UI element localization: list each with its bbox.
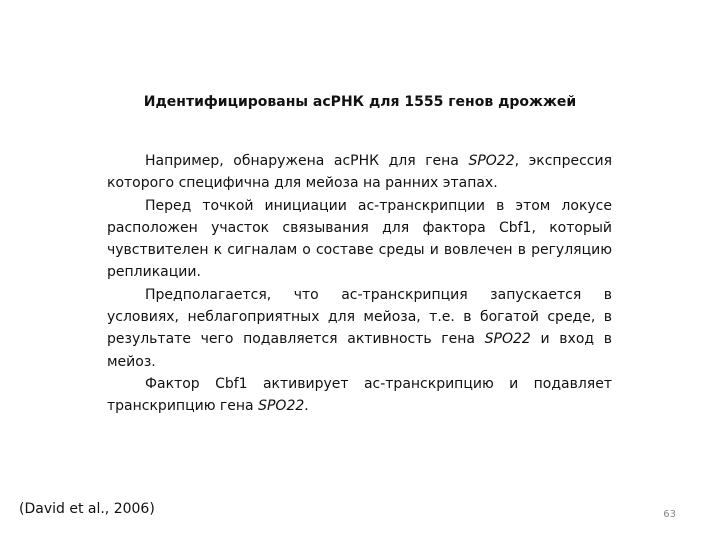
body-text — [107, 150, 612, 418]
text-run: . — [304, 398, 309, 415]
gene-name: SPO22 — [484, 331, 531, 348]
text-run: , экспрессия которого специфична для мейоза на ранних этапах. — [107, 153, 612, 192]
slide-title: Идентифицированы асРНК для 1555 генов дрожжей — [143, 94, 577, 110]
citation: (David et al., 2006) — [19, 501, 155, 517]
gene-name: SPO22 — [468, 153, 515, 169]
text-run: и вход в мейоз. — [107, 331, 612, 370]
gene-name: SPO22 — [258, 398, 305, 415]
paragraph — [107, 150, 612, 195]
text-run: Перед точкой инициации ас-транскрипции в этом локусе расположен участок связывания для фактора Cbf1, который чувствителен к сигналам о составе среды и вовлечен в регуляцию репликации. — [107, 197, 612, 281]
text-run: Фактор Cbf1 активирует ас-транскрипцию и подавляет транскрипцию гена — [107, 375, 612, 415]
text-run: Например, обнаружена асРНК для гена — [145, 153, 469, 169]
paragraph — [107, 195, 612, 284]
paragraph — [107, 284, 612, 373]
text-run: Предполагается, что ас-транскрипция запускается в условиях, неблагоприятных для мейоза, т.е. в богатой среде, в результате чего подавляется активность гена — [107, 286, 612, 348]
paragraph — [107, 373, 612, 418]
page-number: 63 — [663, 509, 676, 520]
